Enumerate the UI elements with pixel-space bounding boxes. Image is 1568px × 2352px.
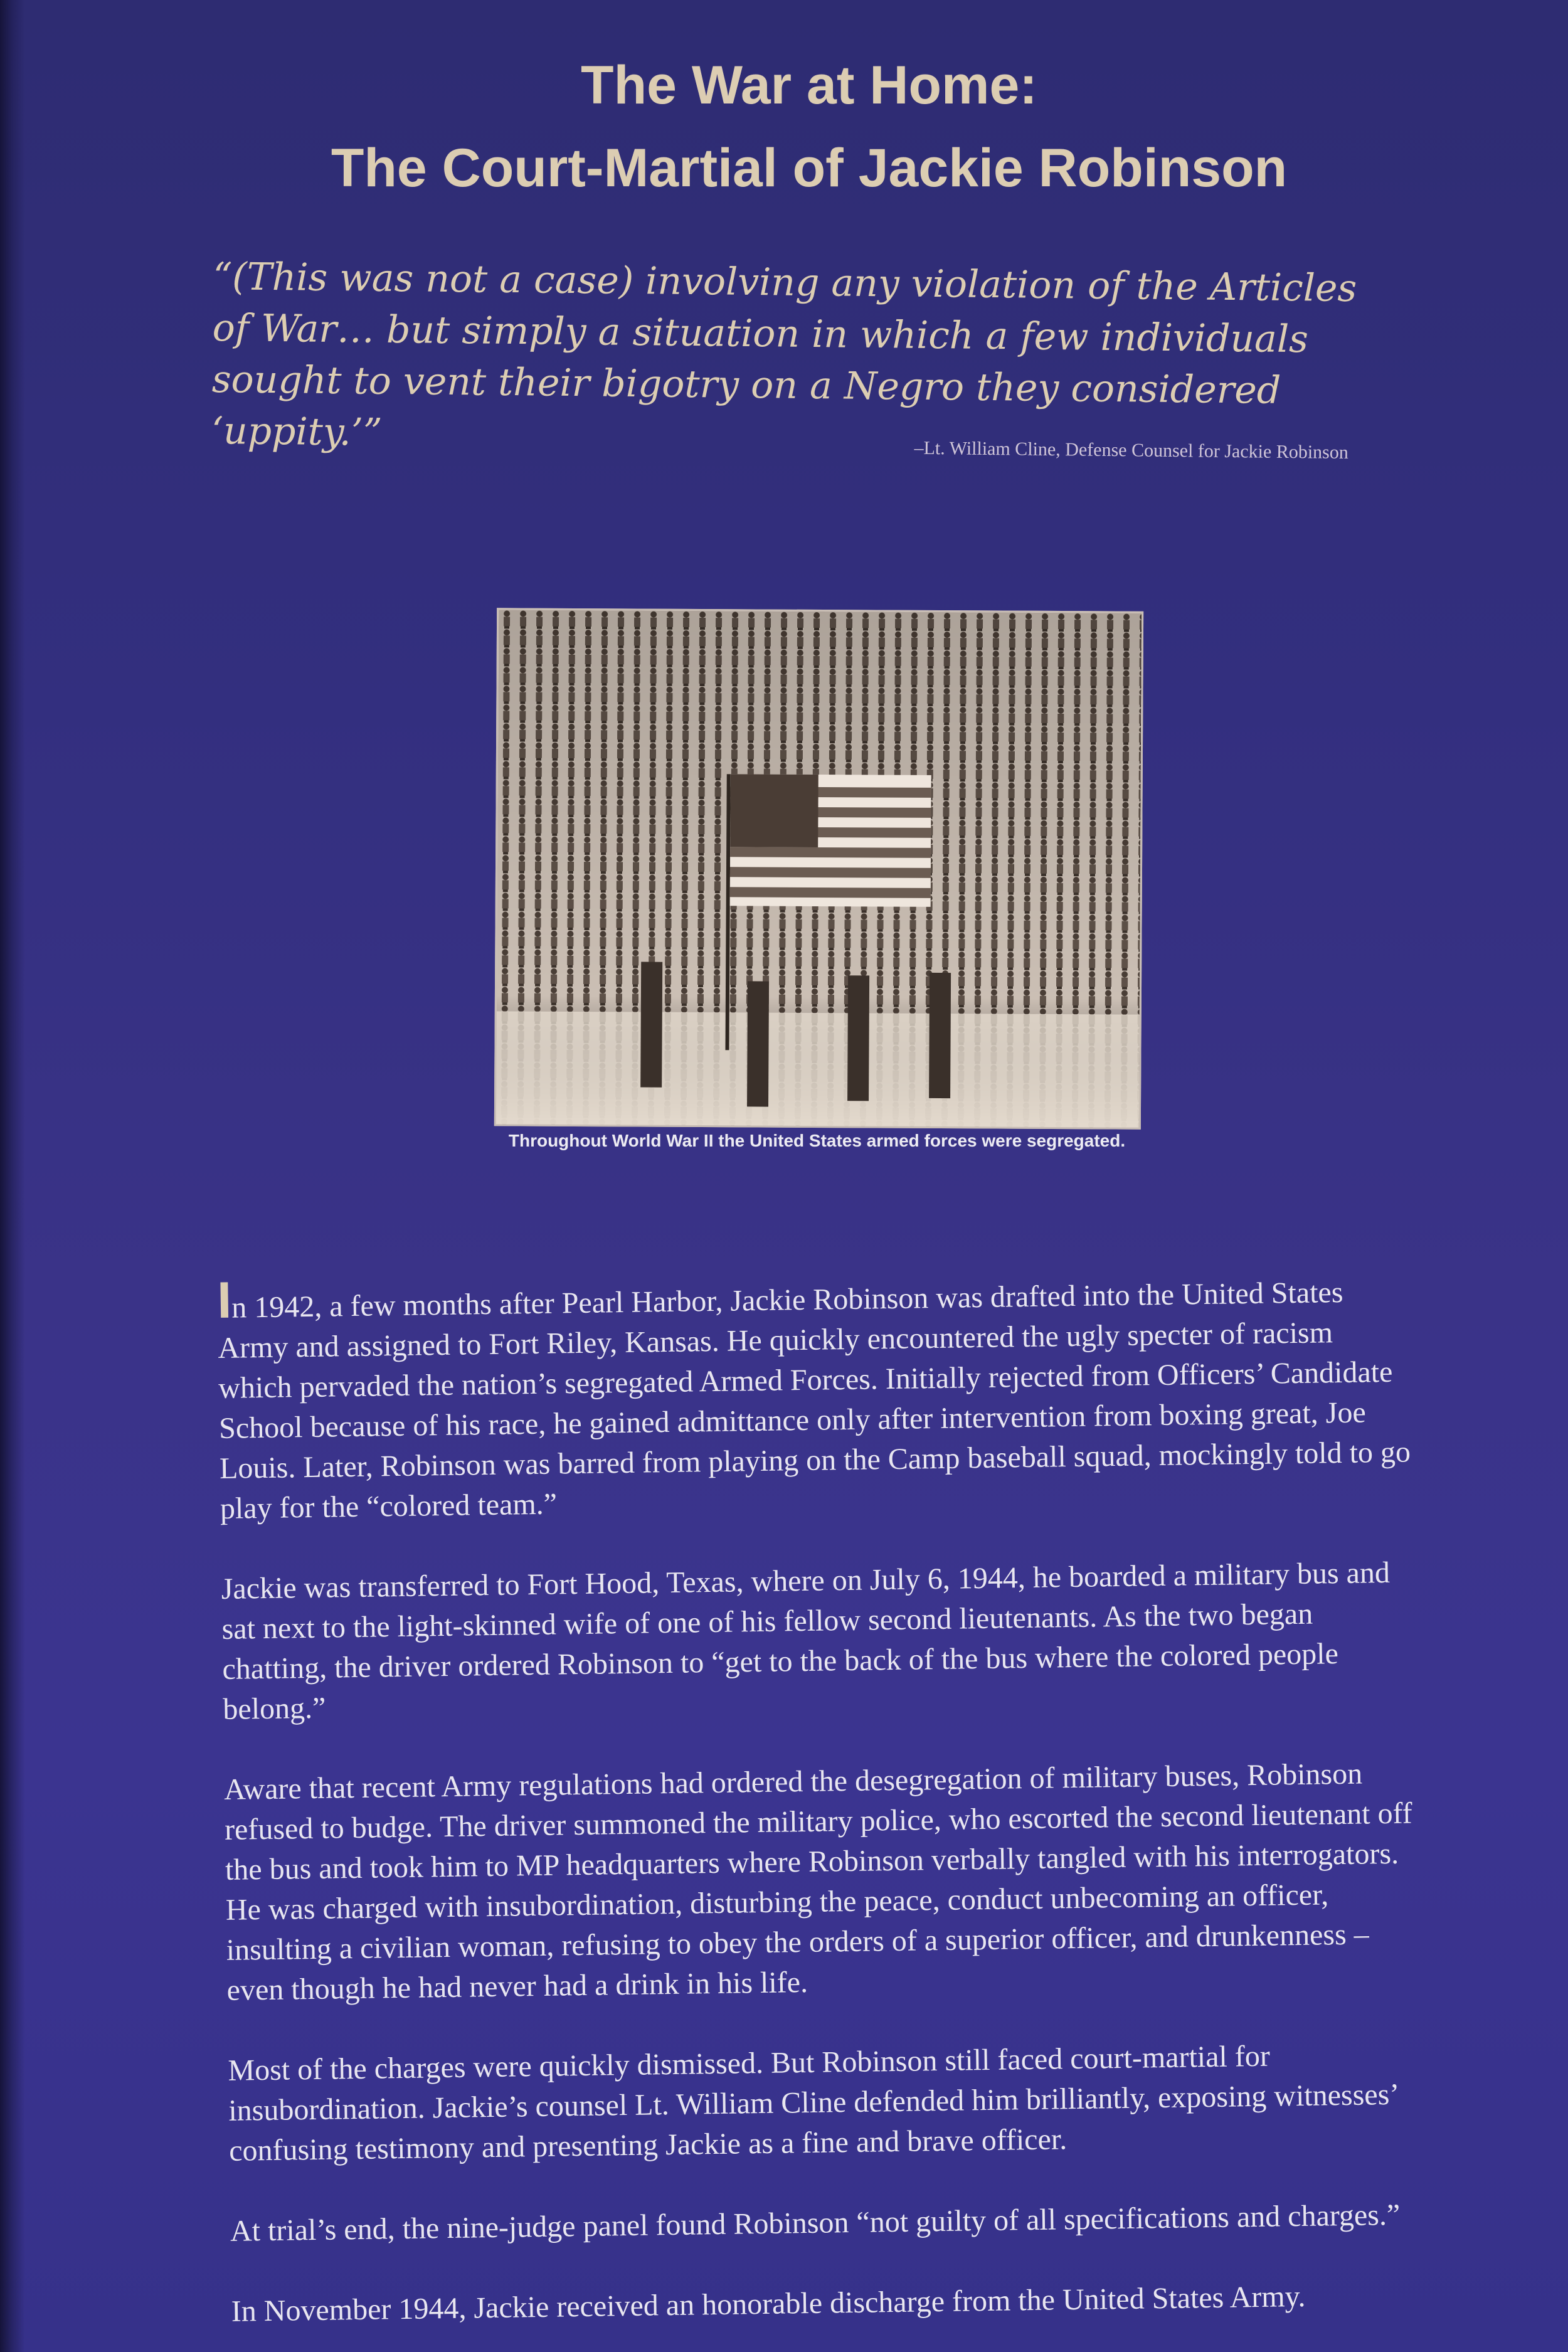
- paragraph-3: Aware that recent Army regulations had ordered the desegregation of military buses, Robinson refused to budge. The driver summoned the military police, who escorted the second lieutenant off the bus and took him to MP headquarters where Robinson verbally tangled with his interrogators. He was charged with insubordination, disturbing the peace, conduct unbecoming an officer, insulting a civilian woman, refusing to obey the orders of a superior officer, and drunkenness – even though he had never had a drink in his life.: [223, 1757, 1412, 2007]
- panel-edge-shadow: [0, 0, 25, 2352]
- troops-flag-illustration: [496, 610, 1142, 1127]
- title-line-1: The War at Home:: [581, 55, 1037, 115]
- pull-quote: “(This was not a case) involving any violation of the Articles of War… but simply a situation in which a few individuals sought to vent their bigotry on a Negro they considered ‘uppity.’”: [211, 254, 1357, 455]
- photo-caption: Throughout World War II the United States armed forces were segregated.: [508, 1131, 1126, 1150]
- body-text: [217, 1269, 1424, 2352]
- paragraph-1-text: n 1942, a few months after Pearl Harbor, Jackie Robinson was drafted into the United States Army and assigned to Fort Riley, Kansas. He quickly encountered the ugly specter of racism which pervaded the nation’s segregated Armed Forces. Initially rejected from Officers’ Candidate School because of his race, he gained admittance only after intervention from boxing great, Joe Louis. Later, Robinson was barred from playing on the Camp baseball squad, mockingly told to go play for the “colored team.”: [218, 1275, 1411, 1525]
- exhibit-title: [188, 44, 1430, 209]
- title-line-2: The Court-Martial of Jackie Robinson: [331, 138, 1288, 198]
- segregated-troops-photo: [494, 608, 1143, 1129]
- paragraph-4: Most of the charges were quickly dismissed. But Robinson still faced court-martial for insubordination. Jackie’s counsel Lt. William Cline defended him brilliantly, exposing witnesses’ confusing testimony and presenting Jackie as a fine and brave officer.: [228, 2039, 1398, 2168]
- paragraph-5: At trial’s end, the nine-judge panel found Robinson “not guilty of all specifications and charges.”: [230, 2198, 1401, 2248]
- paragraph-1: [217, 1269, 1412, 1528]
- paragraph-2: Jackie was transferred to Fort Hood, Texas, where on July 6, 1944, he boarded a military bus and sat next to the light-skinned wife of one of his fellow second lieutenants. As the two began chatting, the driver ordered Robinson to “get to the back of the bus where the colored people belong.”: [221, 1555, 1391, 1726]
- drop-cap: I: [216, 1271, 232, 1329]
- paragraph-6: In November 1944, Jackie received an honorable discharge from the United States Army.: [231, 2279, 1306, 2328]
- quote-attribution: –Lt. William Cline, Defense Counsel for Jackie Robinson: [914, 437, 1348, 463]
